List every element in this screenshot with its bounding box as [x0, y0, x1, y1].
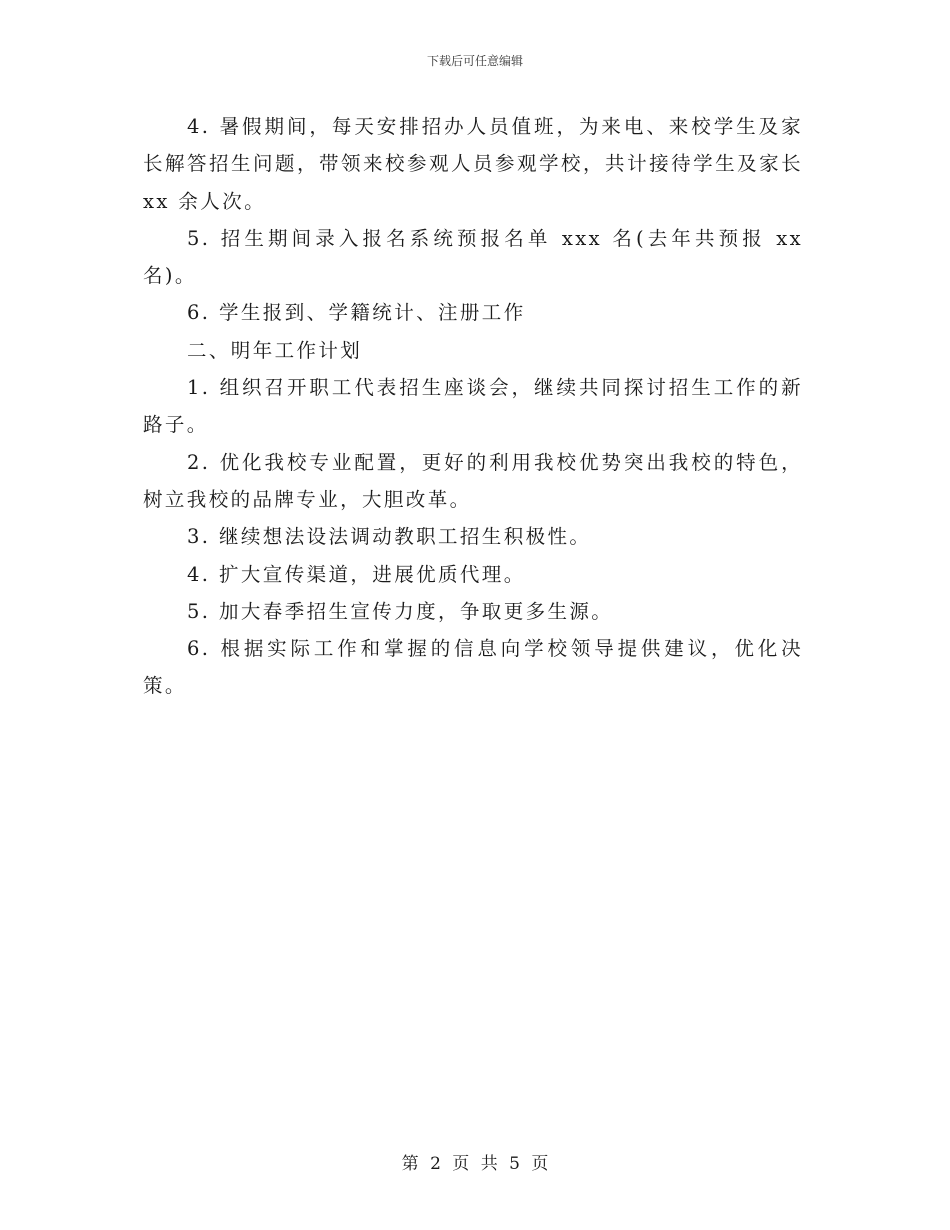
paragraph-pre-registration: 5. 招生期间录入报名系统预报名单 xxx 名(去年共预报 xx 名)。	[143, 226, 803, 288]
document-body	[143, 108, 803, 705]
paragraph-plan-5: 5. 加大春季招生宣传力度，争取更多生源。	[187, 599, 614, 623]
paragraph-student-registration: 6. 学生报到、学籍统计、注册工作	[187, 301, 526, 325]
section-heading-next-year-plan: 二、明年工作计划	[187, 338, 363, 362]
paragraph-plan-2: 2. 优化我校专业配置，更好的利用我校优势突出我校的特色，树立我校的品牌专业，大胆改革。	[143, 450, 803, 511]
paragraph-plan-1: 1. 组织召开职工代表招生座谈会，继续共同探讨招生工作的新路子。	[143, 376, 803, 437]
paragraph-plan-6: 6. 根据实际工作和掌握的信息向学校领导提供建议，优化决策。	[143, 637, 803, 698]
paragraph-summer-duty: 4. 暑假期间，每天安排招办人员值班，为来电、来校学生及家长解答招生问题，带领来校参观人员参观学校，共计接待学生及家长 xx 余人次。	[143, 115, 803, 213]
page-header: 下载后可任意编辑	[426, 54, 523, 68]
paragraph-plan-3: 3. 继续想法设法调动教职工招生积极性。	[187, 525, 592, 549]
page-number-footer: 第 2 页 共 5 页	[401, 1154, 549, 1174]
paragraph-plan-4: 4. 扩大宣传渠道，进展优质代理。	[187, 562, 526, 586]
